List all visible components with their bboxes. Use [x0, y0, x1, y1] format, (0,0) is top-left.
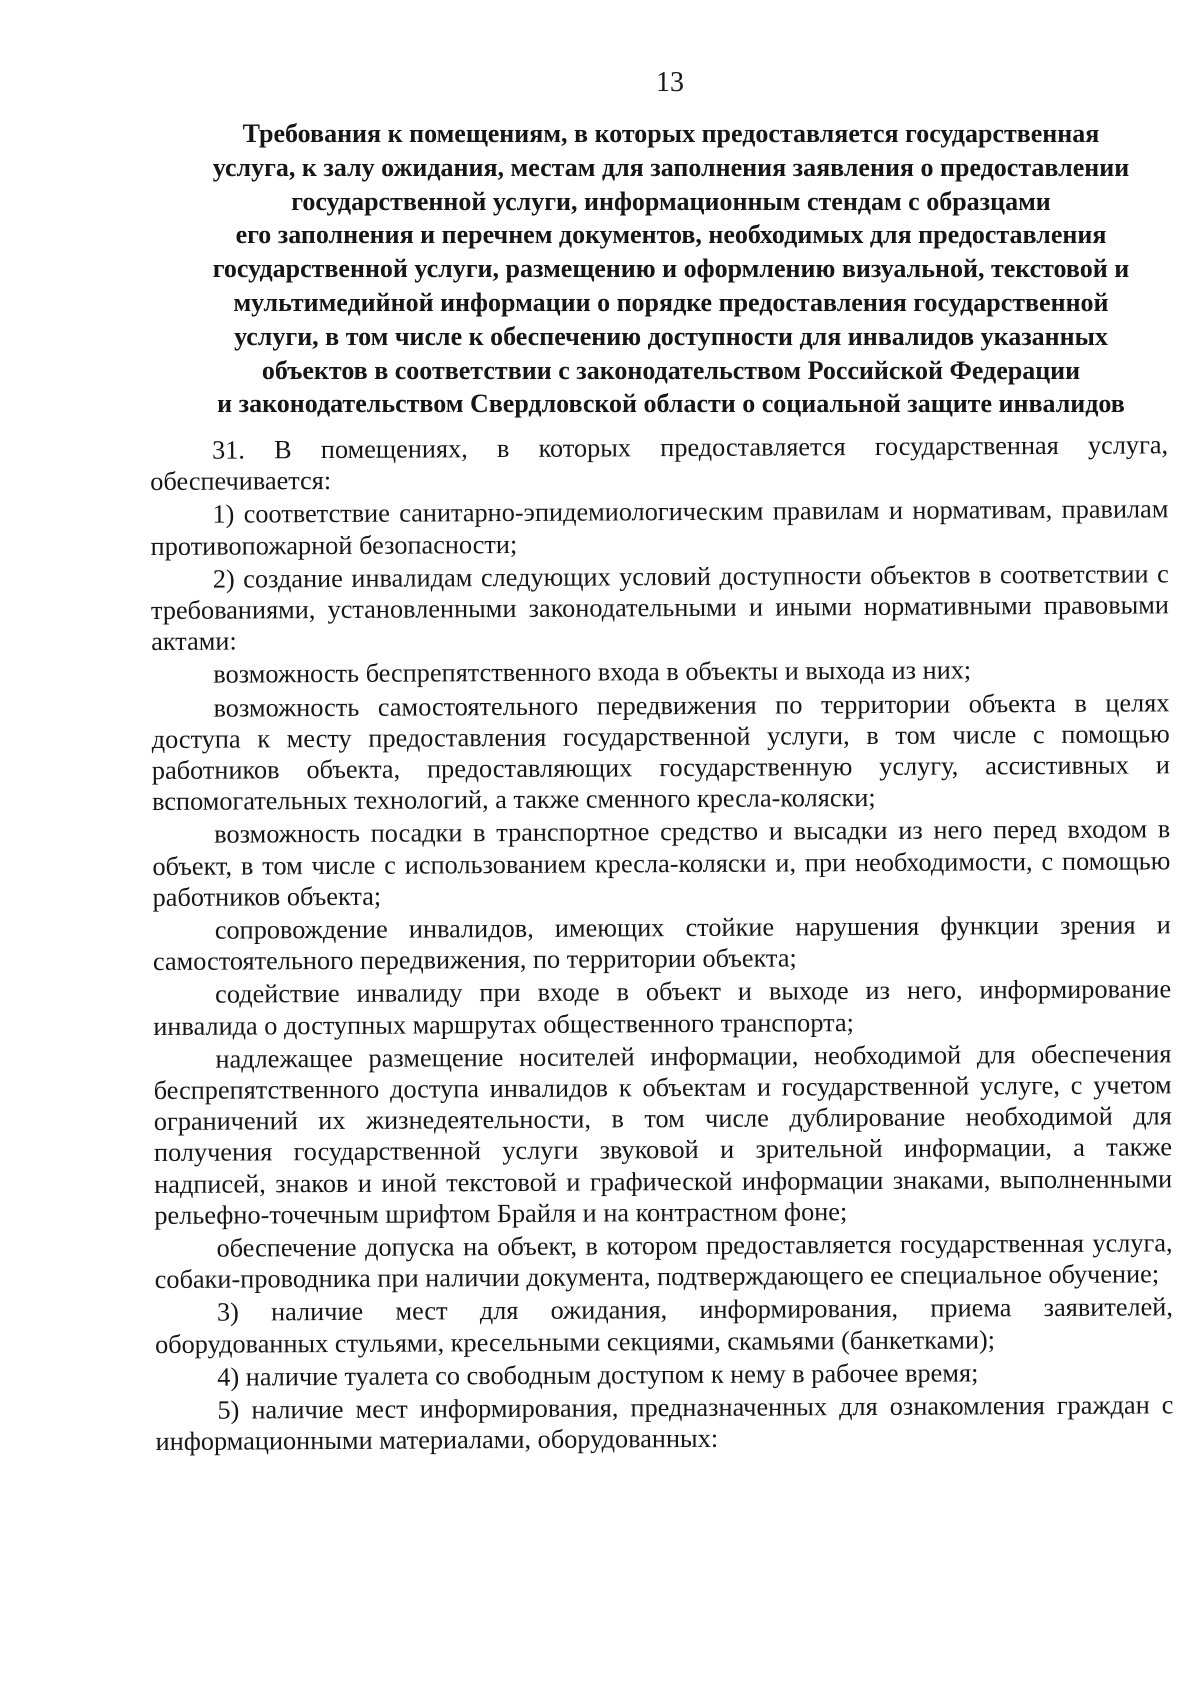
paragraph-guide-dog: обеспечение допуска на объект, в котором предоставляется государственная услуга, собаки-проводника при наличии документа, подтверждающего ее специальное обучение;	[154, 1228, 1173, 1295]
paragraph-entrance-access: возможность беспрепятственного входа в объекты и выхода из них;	[213, 655, 972, 690]
paragraph-transport-boarding: возможность посадки в транспортное средство и высадки из него перед входом в объект, в том числе с использованием кресла-коляски и, при необходимости, с помощью работников объекта;	[152, 814, 1171, 912]
heading-line: мультимедийной информации о порядке предоставления государственной	[233, 287, 1109, 317]
paragraph-independent-movement: возможность самостоятельного передвижения по территории объекта в целях доступа к месту предоставления государственной услуги, в том числе с помощью работников объекта, предоставляющих государственную услугу, ассистивных и вспомогательных технологий, а также сменного кресла-коляски;	[151, 687, 1170, 817]
heading-line: государственной услуги, информационным стендам с образцами	[291, 186, 1051, 216]
paragraph-information-placement: надлежащее размещение носителей информации, необходимой для обеспечения беспрепятственного доступа инвалидов к объектам и государственной услуге, с учетом ограничений их жизнедеятельности, в том числе дублирование необходимой для получения государственной услуги звуковой и зрительной информации, а также надписей, знаков и иной текстовой и графической информации знаками, выполненными рельефно-точечным шрифтом Брайля и на контрастном фоне;	[153, 1039, 1173, 1230]
page-number: 13	[656, 67, 684, 98]
paragraph-subitem-2: 2) создание инвалидам следующих условий доступности объектов в соответствии с требованиями, установленными законодательными и иными нормативными правовыми актами:	[150, 559, 1170, 657]
paragraph-escort: сопровождение инвалидов, имеющих стойкие нарушения функции зрения и самостоятельного передвижения, по территории объекта;	[152, 910, 1171, 977]
paragraph-subitem-1: 1) соответствие санитарно-эпидемиологическим правилам и нормативам, правилам противопожарной безопасности;	[150, 494, 1169, 561]
heading-line: услуги, в том числе к обеспечению доступности для инвалидов указанных	[234, 321, 1108, 351]
paragraph-item-31: 31. В помещениях, в которых предоставляется государственная услуга, обеспечивается:	[150, 430, 1169, 497]
paragraph-assistance: содействие инвалиду при входе в объект и выходе из него, информирование инвалида о доступных маршрутах общественного транспорта;	[153, 974, 1172, 1041]
paragraph-subitem-3: 3) наличие мест для ожидания, информирования, приема заявителей, оборудованных стульями, кресельными секциями, скамьями (банкетками);	[154, 1292, 1173, 1359]
heading-line: объектов в соответствии с законодательством Российской Федерации	[261, 355, 1081, 385]
heading-line: его заполнения и перечнем документов, необходимых для предоставления	[235, 220, 1107, 250]
heading-line: услуга, к залу ожидания, местам для заполнения заявления о предоставлении	[212, 152, 1130, 182]
heading-line: Требования к помещениям, в которых предоставляется государственная	[242, 119, 1100, 148]
body-text	[150, 429, 1174, 1457]
heading-line: государственной услуги, размещению и оформлению визуальной, текстовой и	[212, 254, 1130, 284]
paragraph-subitem-5: 5) наличие мест информирования, предназначенных для ознакомления граждан с информационными материалами, оборудованных:	[155, 1390, 1174, 1457]
section-heading	[155, 117, 1187, 421]
heading-line: и законодательством Свердловской области о социальной защите инвалидов	[217, 389, 1125, 419]
paragraph-subitem-4: 4) наличие туалета со свободным доступом к нему в рабочее время;	[217, 1358, 979, 1392]
